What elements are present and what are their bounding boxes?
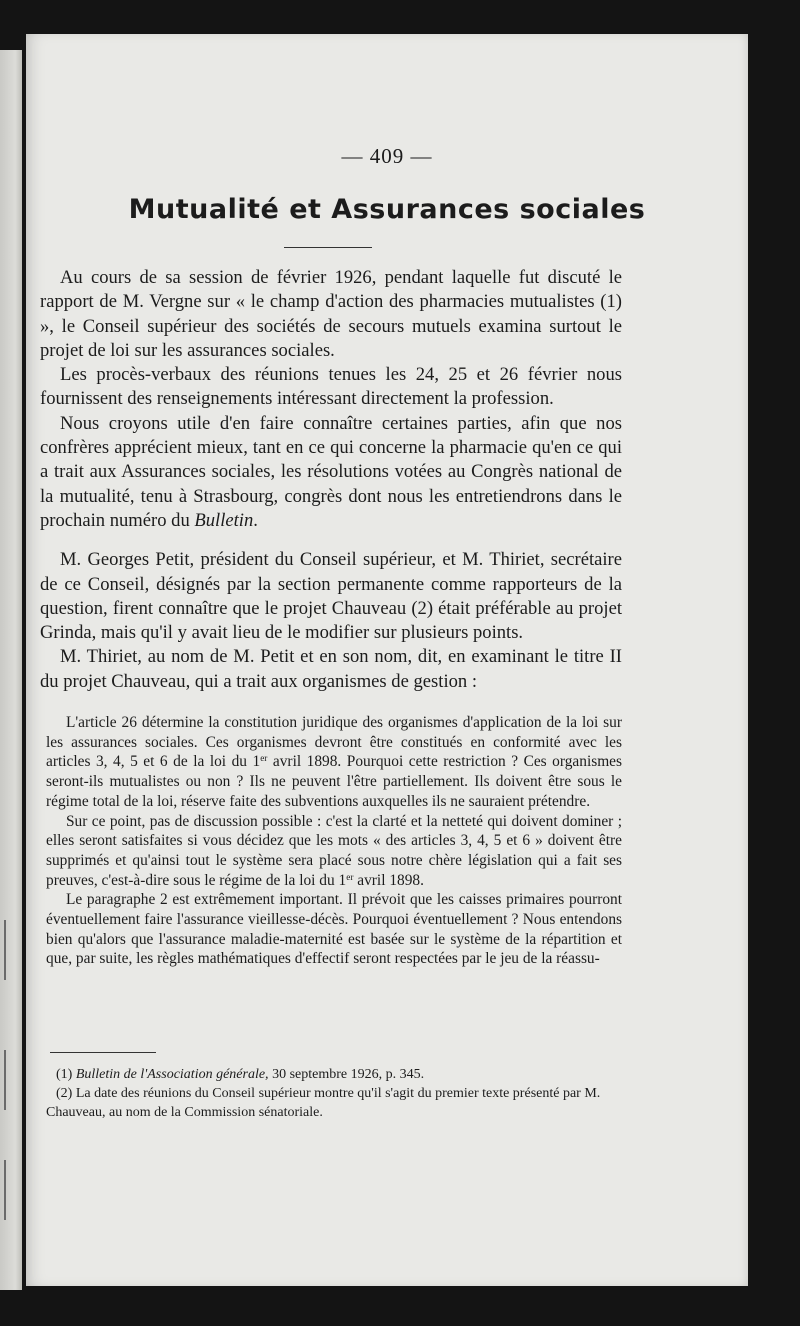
footnotes [46,1066,622,1122]
paragraph-3-end: . [253,509,258,531]
quote-1-sup: er [260,753,268,764]
paragraph-5: M. Thiriet, au nom de M. Petit et en son nom, dit, en examinant le titre II du projet Chauveau, qui a trait aux organismes de gestion : [40,646,622,692]
title-rule [284,247,372,248]
quote-2-sup: er [346,871,354,882]
quote-2-text-a: Sur ce point, pas de discussion possible : c'est la clarté et la netteté qui doivent dominer ; elles seront satisfaites si vous décidez que les mots « des articles 3, 4, 5 et 6 » doivent être supprimés et qu'ainsi tout le système sera placé sous notre chère législation qui a fait ses preuves, c'est-à-dire sous le régime de la loi du 1 [46,812,622,889]
footnote-rule [50,1052,156,1053]
quote-paragraph-1 [46,713,622,812]
page-number: — 409 — [341,144,433,168]
page-edge-marks [4,50,7,1290]
quote-paragraph-3: Le paragraphe 2 est extrêmement important. Il prévoit que les caisses primaires pourront éventuellement faire l'assurance vieillesse-décès. Pourquoi éventuellement ? Nous entendons bien qu'alors que l'assurance maladie-maternité est basée sur le système de la répartition et que, par suite, les règles mathématiques d'effectif seront respectées par le jeu de la réassu- [46,891,622,968]
paragraph-4: M. Georges Petit, président du Conseil supérieur, et M. Thiriet, secrétaire de ce Conseil, désignés par la section permanente comme rapporteurs de la question, firent connaître que le projet Chauveau (2) était préférable au projet Grinda, mais qu'il y avait lieu de le modifier sur plusieurs points. [40,549,622,644]
quote-paragraph-2 [46,812,622,891]
paragraph-3 [40,412,622,533]
footnote-1-rest: 30 septembre 1926, p. 345. [268,1067,425,1082]
quote-2-text-b: avril 1898. [353,871,424,889]
adjacent-page-edge [0,50,22,1290]
footnote-2: (2) La date des réunions du Conseil supérieur montre qu'il s'agit du premier texte présenté par M. Chauveau, au nom de la Commission sénatoriale. [46,1085,601,1120]
article-body [40,266,622,694]
paragraph-1: Au cours de sa session de février 1926, pendant laquelle fut discuté le rapport de M. Vergne sur « le champ d'action des pharmacies mutualistes (1) », le Conseil supérieur des sociétés de secours mutuels examina surtout le projet de loi sur les assurances sociales. [40,267,622,361]
article-title: Mutualité et Assurances sociales [128,194,646,225]
quoted-speech [46,713,622,969]
footnote-1-number: (1) [56,1067,73,1082]
bulletin-reference: Bulletin [194,509,254,531]
document-page [26,34,748,1286]
paragraph-2: Les procès-verbaux des réunions tenues les 24, 25 et 26 février nous fournissent des renseignements intéressant directement la profession. [40,364,622,410]
footnote-1 [46,1066,622,1085]
footnote-1-source: Bulletin de l'Association générale, [75,1067,269,1082]
paragraph-3-text: Nous croyons utile d'en faire connaître certaines parties, afin que nos confrères apprécient mieux, tant en ce qui concerne la pharmacie qu'en ce qui a trait aux Assurances sociales, les résolutions votées au Congrès national de la mutualité, tenu à Strasbourg, congrès dont nous les entretiendrons dans le prochain numéro du [40,412,622,531]
quote-1-text-b: avril 1898. Pourquoi cette restriction ? Ces organismes seront-ils mutualistes ou non ? Ils ne peuvent l'être partiellement. Ils doivent être sous le régime total de la loi, réserve faite des subventions auxquelles ils ne sauraient prétendre. [46,753,623,810]
quote-1-text-a: L'article 26 détermine la constitution juridique des organismes d'application de la loi sur les assurances sociales. Ces organismes devront être constitués en conformité avec les articles 3, 4, 5 et 6 de la loi du 1 [46,714,622,771]
